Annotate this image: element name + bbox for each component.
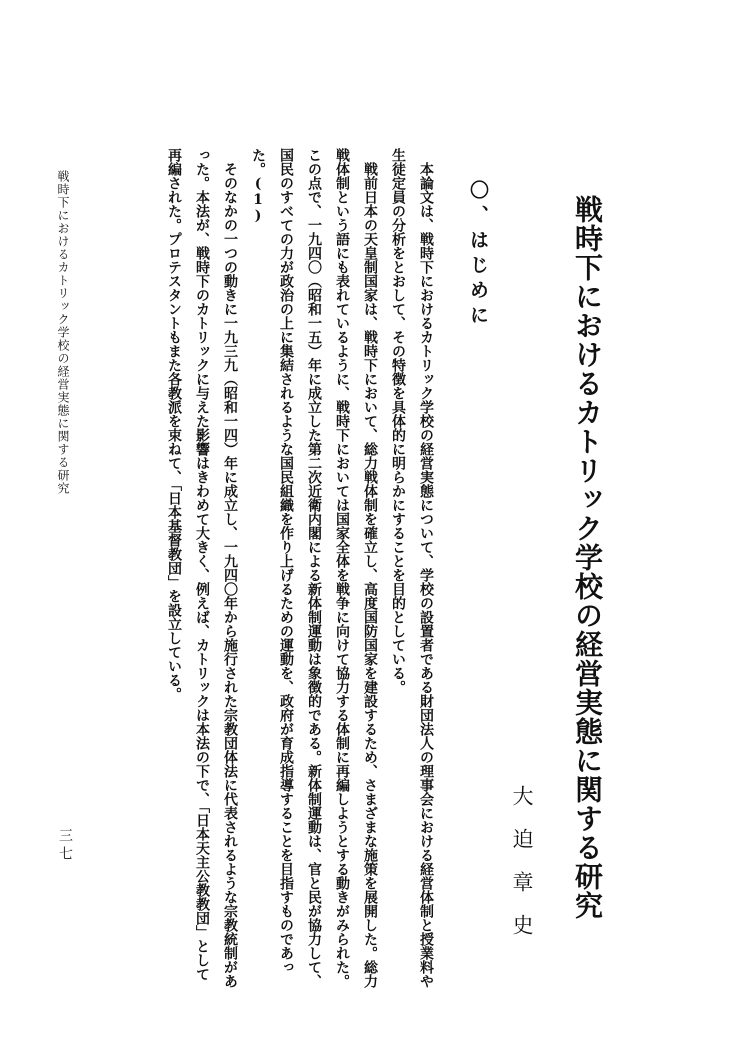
paper-title: 戦時下におけるカトリック学校の経営実態に関する研究 [571, 195, 604, 920]
paragraph: 本論文は、戦時下におけるカトリック学校の経営実態について、学校の設置者である財団法人の理事会における経営体制と授業料や生徒定員の分析をとおして、その特徴を具体的に明らかにすることを目的としている。 [390, 148, 434, 988]
author-name: 大迫章史 [510, 785, 534, 957]
body-text [160, 148, 440, 988]
section-heading: 〇、はじめに [467, 180, 489, 330]
paragraph: 戦前日本の天皇制国家は、戦時下において、総力戦体制を確立し、高度国防国家を建設するため、さまざまな施策を展開した。総力戦体制という語にも表れているように、戦時下においては国家全体を戦争に向けて協力する体制に再編しようとする動きがみられた。この点で、一九四〇（昭和一五）年に成立した第二次近衛内閣による新体制運動は象徴的である。新体制運動は、官と民が協力して、国民のすべての力が政治の上に集結されるような国民組織を作り上げるための運動を、政府が育成指導することを目指すものであった。(1) [250, 148, 378, 988]
page-number: 三七 [57, 828, 73, 864]
paragraph: そのなかの一つの動きに一九三九（昭和一四）年に成立し、一九四〇年から施行された宗教団体法に代表されるような宗教統制があった。本法が、戦時下のカトリックに与えた影響はきわめて大きく、例えば、カトリックは本法の下で、「日本天主公教教団」として再編された。プロテスタントもまた各教派を束ねて、「日本基督教団」を設立している。 [166, 148, 238, 988]
running-header: 戦時下におけるカトリック学校の経営実態に関する研究 [56, 170, 70, 495]
